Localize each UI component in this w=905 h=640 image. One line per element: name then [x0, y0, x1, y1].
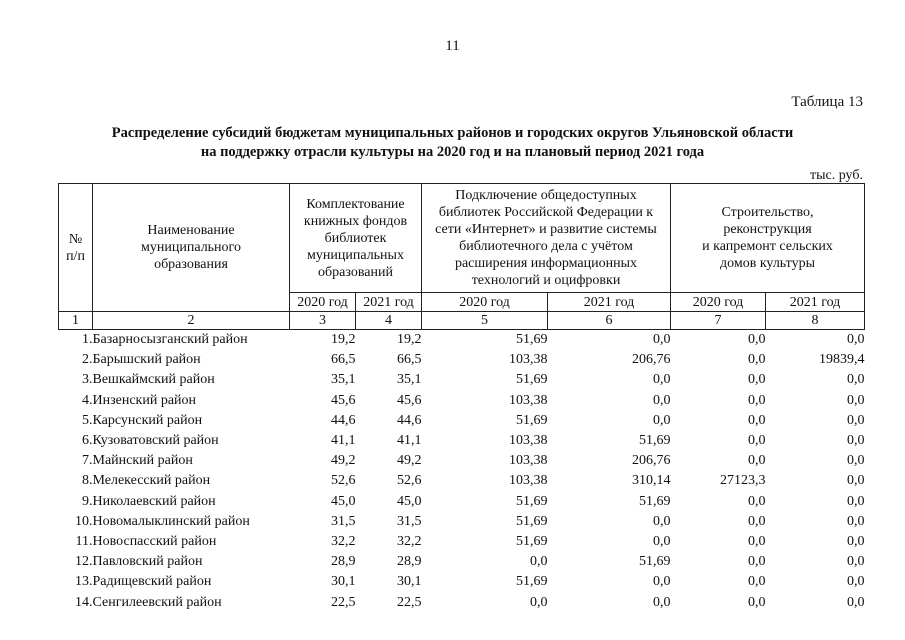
page-number: 11 — [445, 38, 460, 54]
value-internet-2021: 0,0 — [653, 372, 671, 388]
header-library-internet — [422, 184, 671, 293]
value-culture-2020: 0,0 — [748, 412, 766, 428]
value-culture-2020: 0,0 — [748, 352, 766, 368]
column-number: 6 — [548, 312, 671, 330]
title-line-1: Распределение субсидий бюджетам муниципальных районов и городских округов Ульяновской области — [111, 125, 794, 141]
value-internet-2021: 0,0 — [653, 412, 671, 428]
header-row-number — [59, 184, 93, 312]
header-book-funds — [290, 184, 422, 293]
header-year: 2020 год — [290, 293, 356, 312]
value-culture-2021: 0,0 — [847, 392, 865, 408]
value-internet-2020: 103,38 — [509, 352, 548, 368]
row-number: 5. — [82, 412, 93, 428]
column-number: 4 — [356, 312, 422, 330]
header-year: 2020 год — [422, 293, 548, 312]
document-title — [0, 124, 905, 162]
header-rural-culture-houses-text: Строительство, реконструкция и капремонт сельских домов культуры — [702, 205, 833, 271]
row-number: 3. — [82, 372, 93, 388]
header-book-funds-text: Комплектование книжных фондов библиотек муниципальных образований — [303, 196, 408, 280]
municipality-name: Инзенский район — [92, 392, 197, 408]
value-internet-2020: 51,69 — [516, 372, 548, 388]
value-internet-2021: 206,76 — [632, 352, 671, 368]
header-library-internet-text: Подключение общедоступных библиотек Российской Федерации к сети «Интернет» и развитие системы библиотечного дела с учётом расширения информационных технологий и оцифровки — [435, 188, 657, 288]
value-books-2021: 30,1 — [397, 574, 422, 590]
value-books-2021: 49,2 — [397, 453, 422, 469]
table-row — [59, 411, 865, 431]
value-culture-2021: 0,0 — [847, 473, 865, 489]
municipality-name: Новомалыклинский район — [92, 513, 250, 529]
municipality-name: Мелекесский район — [92, 473, 211, 489]
table-row — [59, 492, 865, 512]
value-books-2020: 28,9 — [331, 554, 356, 570]
header-municipality — [93, 184, 290, 312]
value-culture-2020: 0,0 — [748, 594, 766, 610]
value-culture-2020: 0,0 — [748, 554, 766, 570]
value-books-2021: 52,6 — [397, 473, 422, 489]
value-books-2020: 41,1 — [331, 433, 356, 449]
table-body — [59, 330, 865, 613]
value-books-2021: 35,1 — [397, 372, 422, 388]
units-label: тыс. руб. — [810, 168, 863, 183]
header-year: 2020 год — [671, 293, 766, 312]
value-culture-2020: 0,0 — [748, 493, 766, 509]
row-number: 4. — [82, 392, 93, 408]
value-culture-2021: 19839,4 — [819, 352, 865, 368]
value-culture-2020: 0,0 — [748, 332, 766, 348]
value-books-2020: 22,5 — [331, 594, 356, 610]
table-row — [59, 471, 865, 491]
value-books-2020: 30,1 — [331, 574, 356, 590]
table-row — [59, 552, 865, 572]
value-books-2020: 52,6 — [331, 473, 356, 489]
value-internet-2021: 0,0 — [653, 594, 671, 610]
row-number: 11. — [75, 533, 93, 549]
row-number: 13. — [75, 574, 93, 590]
table-row — [59, 592, 865, 612]
value-books-2020: 32,2 — [331, 533, 356, 549]
table-row — [59, 532, 865, 552]
value-books-2020: 45,0 — [331, 493, 356, 509]
value-culture-2021: 0,0 — [847, 453, 865, 469]
municipality-name: Майнский район — [92, 453, 193, 469]
municipality-name: Барышский район — [92, 352, 201, 368]
value-culture-2020: 27123,3 — [720, 473, 766, 489]
value-internet-2020: 51,69 — [516, 332, 548, 348]
value-internet-2021: 51,69 — [639, 433, 671, 449]
table-row — [59, 572, 865, 592]
title-line-2: на поддержку отрасли культуры на 2020 год и на плановый период 2021 года — [200, 144, 705, 160]
value-culture-2021: 0,0 — [847, 594, 865, 610]
table-row — [59, 391, 865, 411]
value-internet-2021: 310,14 — [632, 473, 671, 489]
row-number: 12. — [75, 554, 93, 570]
municipality-name: Павловский район — [92, 554, 203, 570]
value-culture-2020: 0,0 — [748, 433, 766, 449]
column-number: 5 — [422, 312, 548, 330]
municipality-name: Вешкаймский район — [92, 372, 215, 388]
table-row — [59, 350, 865, 370]
column-number: 3 — [290, 312, 356, 330]
municipality-name: Радищевский район — [92, 574, 212, 590]
value-books-2021: 32,2 — [397, 533, 422, 549]
value-internet-2020: 103,38 — [509, 453, 548, 469]
value-internet-2020: 51,69 — [516, 513, 548, 529]
value-books-2021: 28,9 — [397, 554, 422, 570]
value-internet-2020: 103,38 — [509, 473, 548, 489]
value-internet-2021: 0,0 — [653, 533, 671, 549]
municipality-name: Кузоватовский район — [92, 433, 219, 449]
table-row — [59, 370, 865, 390]
table-label: Таблица 13 — [791, 94, 863, 110]
value-culture-2021: 0,0 — [847, 533, 865, 549]
municipality-name: Карсунский район — [92, 412, 203, 428]
value-internet-2021: 0,0 — [653, 392, 671, 408]
value-books-2020: 49,2 — [331, 453, 356, 469]
value-books-2020: 35,1 — [331, 372, 356, 388]
value-culture-2021: 0,0 — [847, 412, 865, 428]
column-number: 8 — [766, 312, 865, 330]
value-internet-2020: 51,69 — [516, 493, 548, 509]
value-books-2020: 31,5 — [331, 513, 356, 529]
value-books-2021: 45,6 — [397, 392, 422, 408]
municipality-name: Новоспасский район — [92, 533, 217, 549]
row-number: 2. — [82, 352, 93, 368]
value-culture-2020: 0,0 — [748, 453, 766, 469]
header-row-number-text: № п/п — [66, 231, 85, 264]
value-culture-2021: 0,0 — [847, 493, 865, 509]
value-internet-2020: 51,69 — [516, 574, 548, 590]
value-books-2021: 19,2 — [397, 332, 422, 348]
value-books-2021: 41,1 — [397, 433, 422, 449]
value-culture-2021: 0,0 — [847, 372, 865, 388]
row-number: 10. — [75, 513, 93, 529]
value-internet-2020: 0,0 — [530, 554, 548, 570]
row-number: 9. — [82, 493, 93, 509]
municipality-name: Сенгилеевский район — [92, 594, 222, 610]
value-internet-2020: 103,38 — [509, 392, 548, 408]
value-culture-2021: 0,0 — [847, 554, 865, 570]
value-internet-2021: 0,0 — [653, 513, 671, 529]
value-books-2020: 45,6 — [331, 392, 356, 408]
row-number: 1. — [82, 332, 93, 348]
value-internet-2021: 51,69 — [639, 493, 671, 509]
value-books-2021: 22,5 — [397, 594, 422, 610]
value-culture-2020: 0,0 — [748, 533, 766, 549]
column-number: 7 — [671, 312, 766, 330]
value-culture-2020: 0,0 — [748, 372, 766, 388]
table-row — [59, 512, 865, 532]
value-books-2021: 44,6 — [397, 412, 422, 428]
value-culture-2021: 0,0 — [847, 332, 865, 348]
value-culture-2020: 0,0 — [748, 392, 766, 408]
value-books-2020: 66,5 — [331, 352, 356, 368]
table-row — [59, 451, 865, 471]
header-year: 2021 год — [548, 293, 671, 312]
row-number: 7. — [82, 453, 93, 469]
value-internet-2021: 206,76 — [632, 453, 671, 469]
value-internet-2020: 103,38 — [509, 433, 548, 449]
value-culture-2021: 0,0 — [847, 574, 865, 590]
column-number: 2 — [93, 312, 290, 330]
value-culture-2020: 0,0 — [748, 513, 766, 529]
value-internet-2020: 0,0 — [530, 594, 548, 610]
municipality-name: Базарносызганский район — [92, 332, 248, 348]
value-internet-2021: 51,69 — [639, 554, 671, 570]
value-books-2021: 66,5 — [397, 352, 422, 368]
value-culture-2020: 0,0 — [748, 574, 766, 590]
value-internet-2021: 0,0 — [653, 574, 671, 590]
value-internet-2020: 51,69 — [516, 533, 548, 549]
header-year: 2021 год — [356, 293, 422, 312]
table-row — [59, 330, 865, 351]
value-books-2021: 31,5 — [397, 513, 422, 529]
row-number: 6. — [82, 433, 93, 449]
table-row — [59, 431, 865, 451]
value-books-2020: 44,6 — [331, 412, 356, 428]
value-internet-2021: 0,0 — [653, 332, 671, 348]
subsidy-table — [58, 183, 865, 613]
row-number: 8. — [82, 473, 93, 489]
value-internet-2020: 51,69 — [516, 412, 548, 428]
header-year: 2021 год — [766, 293, 865, 312]
municipality-name: Николаевский район — [92, 493, 216, 509]
header-municipality-text: Наименование муниципального образования — [141, 223, 241, 272]
row-number: 14. — [75, 594, 93, 610]
column-number: 1 — [59, 312, 93, 330]
header-rural-culture-houses — [671, 184, 865, 293]
value-culture-2021: 0,0 — [847, 433, 865, 449]
value-culture-2021: 0,0 — [847, 513, 865, 529]
value-books-2020: 19,2 — [331, 332, 356, 348]
value-books-2021: 45,0 — [397, 493, 422, 509]
